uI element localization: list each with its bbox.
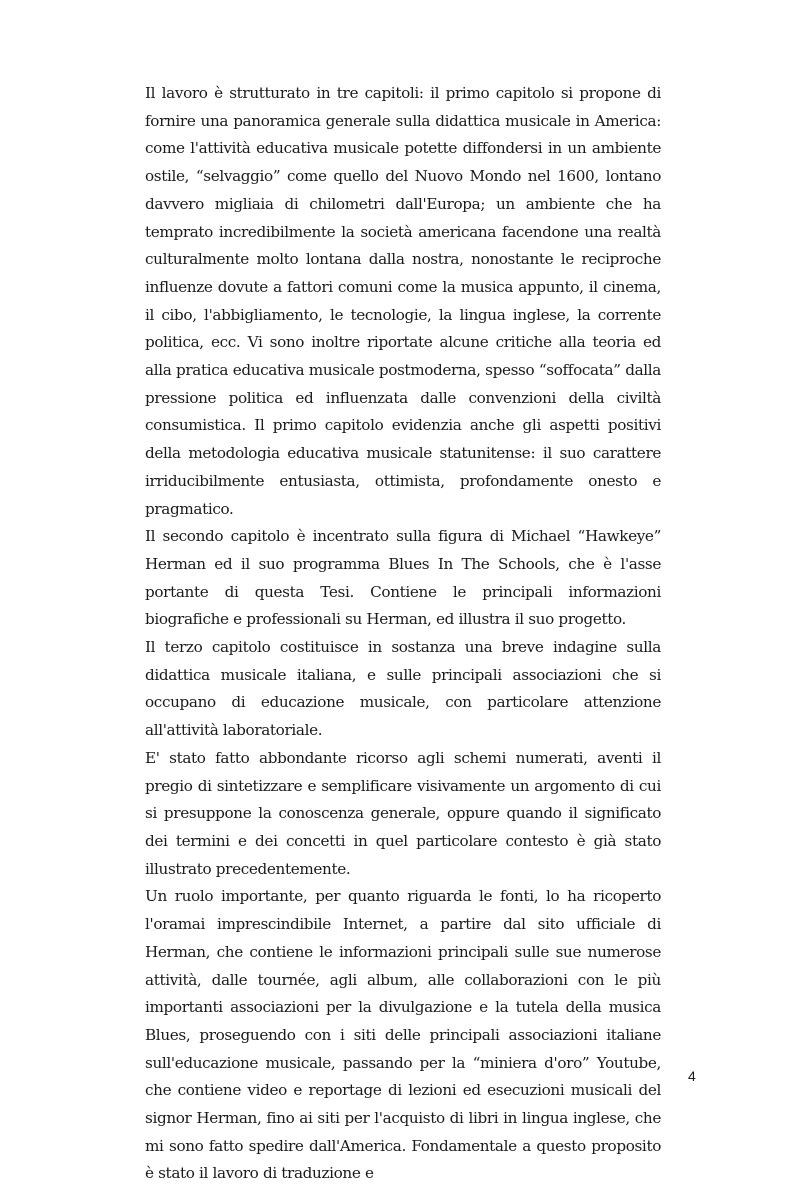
paragraph-sources: Un ruolo importante, per quanto riguarda le fonti, lo ha ricoperto l'oramai imprescindibile Internet, a partire dal sito ufficiale di Herman, che contiene le informazioni principali sulle sue numerose attività, dalle tournée, agli album, alle collaborazioni con le più importanti associazioni per la divulgazione e la tutela della musica Blues, proseguendo con i siti delle principali associazioni italiane sull'educazione musicale, passando per la “miniera d'oro” Youtube, che contiene video e reportage di lezioni ed esecuzioni musicali del signor Herman, fino ai siti per l'acquisto di libri in lingua inglese, che mi sono fatto spedire dall'America. Fondamentale a questo proposito è stato il lavoro di traduzione e xyxy=(145,887,661,1183)
page-number: 4 xyxy=(688,1068,696,1084)
paragraph-schemes: E' stato fatto abbondante ricorso agli schemi numerati, aventi il pregio di sintetizzare e semplificare visivamente un argomento di cui si presuppone la conoscenza generale, oppure quando il significato dei termini e dei concetti in quel particolare contesto è già stato illustrato precedentemente. xyxy=(145,748,661,878)
paragraph-second-chapter: Il secondo capitolo è incentrato sulla figura di Michael “Hawkeye” Herman ed il suo programma Blues In The Schools, che è l'asse portante di questa Tesi. Contiene le principali informazioni biografiche e professionali su Herman, ed illustra il suo progetto. xyxy=(145,527,661,629)
paragraph-third-chapter: Il terzo capitolo costituisce in sostanza una breve indagine sulla didattica musicale italiana, e sulle principali associazioni che si occupano di educazione musicale, con particolare attenzione all'attività laboratoriale. xyxy=(145,638,661,740)
paragraph-chapters-overview: Il lavoro è strutturato in tre capitoli: il primo capitolo si propone di fornire una panoramica generale sulla didattica musicale in America: come l'attività educativa musicale potette diffondersi in un ambiente ostile, “selvaggio” come quello del Nuovo Mondo nel 1600, lontano davvero migliaia di chilometri dall'Europa; un ambiente che ha temprato incredibilmente la società americana facendone una realtà culturalmente molto lontana dalla nostra, nonostante le reciproche influenze dovute a fattori comuni come la musica appunto, il cinema, il cibo, l'abbigliamento, le tecnologie, la lingua inglese, la corrente politica, ecc. Vi sono inoltre riportate alcune critiche alla teoria ed alla pratica educativa musicale postmoderna, spesso “soffocata” dalla pressione politica ed influenzata dalle convenzioni della civiltà consumistica. Il primo capitolo evidenzia anche gli aspetti positivi della metodologia educativa musicale statunitense: il suo carattere irriducibilmente entusiasta, ottimista, profondamente onesto e pragmatico. xyxy=(145,84,661,518)
body-text xyxy=(145,80,661,1188)
